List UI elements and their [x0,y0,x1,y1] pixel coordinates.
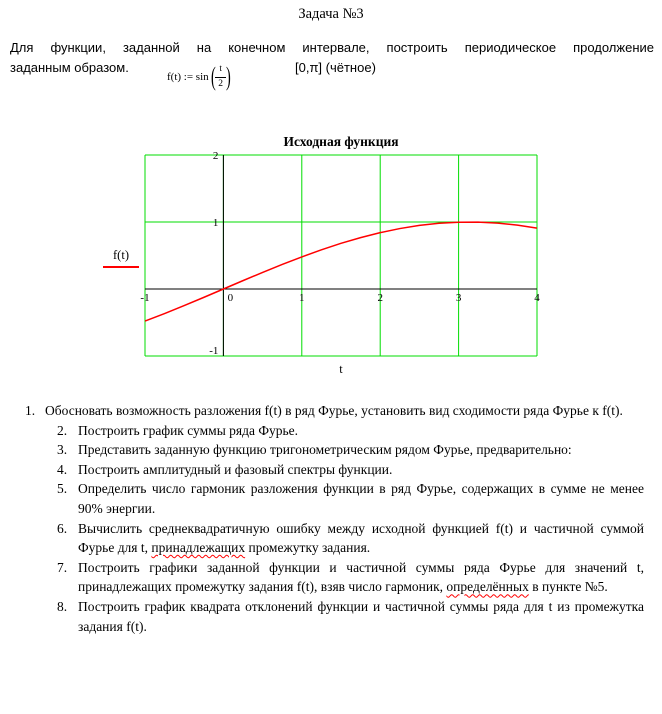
x-axis-label: t [339,362,343,376]
svg-text:1: 1 [212,217,219,229]
svg-text:3: 3 [455,292,462,304]
misspelled-word: принадлежащих [151,540,246,556]
close-paren: ) [225,62,231,92]
task-number: 2. [57,422,68,438]
task-text: Построить амплитудный и фазовый спектры функции. [78,461,393,477]
task-number: 5. [57,481,68,497]
task-number: 3. [57,442,68,458]
task-number: 8. [57,598,68,614]
task-text: Представить заданную функцию тригонометрическим рядом Фурье, предварительно: [78,442,572,458]
task-item [10,440,644,460]
function-definition-formula [167,64,231,91]
task-item [10,479,644,518]
task-item [10,519,644,558]
task-text: Построить графики заданной функции и частичной суммы ряда Фурье для значений t, принадлежащих промежутку задания f(t), взяв число гармоник, определённых в пункте №5. [78,559,644,595]
intro-line-2: заданным образом. [10,60,129,75]
task-text: Построить график суммы ряда Фурье. [78,422,299,438]
chart-title: Исходная функция [283,134,399,149]
task-text: Вычислить среднеквадратичную ошибку между исходной функцией f(t) и частичной суммой Фурье для t, принадлежащих промежутку задания. [78,520,644,556]
task-text: Построить график квадрата отклонений функции и частичной суммы ряда для t из промежутка задания f(t). [78,598,644,634]
svg-text:-1: -1 [209,345,219,357]
fraction-numerator: t [215,64,226,78]
svg-text:4: 4 [534,292,540,304]
task-item [10,597,644,636]
fraction-denominator: 2 [218,78,224,89]
svg-text:1: 1 [299,292,305,304]
task-item [10,460,644,480]
formula-prefix: f(t) := sin [167,71,209,84]
task-text: Определить число гармоник разложения функции в ряд Фурье, содержащих в сумме не менее 90% энергии. [78,481,644,516]
open-paren: ( [210,62,216,92]
task-list [10,401,644,636]
task-item [10,558,644,597]
task-item [10,421,644,441]
svg-text:2: 2 [212,150,219,162]
svg-text:0: 0 [227,292,234,304]
task-number: 4. [57,461,68,477]
task-number: 6. [57,520,68,536]
misspelled-word: определённых [446,579,529,595]
interval-note: [0,π] (чётное) [295,60,376,75]
formula-fraction [215,64,226,91]
intro-line-1: Для функции, заданной на конечном интервале, построить периодическое продолжение [10,40,654,55]
y-axis-label: f(t) [103,248,139,268]
svg-text:-1: -1 [140,292,150,304]
task-number: 7. [57,559,68,575]
svg-text:2: 2 [377,292,383,304]
document-title: Задача №3 [298,6,364,22]
task-text: Обосновать возможность разложения f(t) в ряд Фурье, установить вид сходимости ряда Фурье к f(t). [45,403,623,418]
task-number: 1. [25,403,36,418]
task-item [10,401,644,421]
